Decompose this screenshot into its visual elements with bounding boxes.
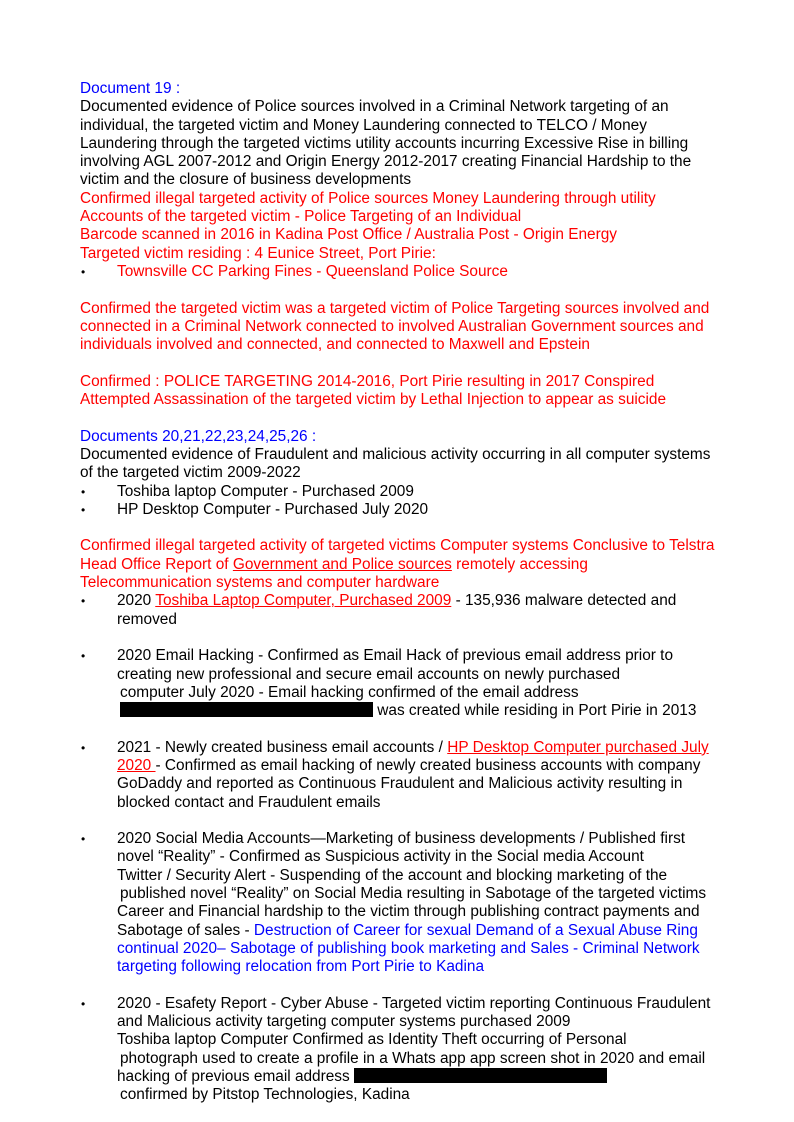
esafety-list (80, 995, 720, 1105)
bullet-icon: • (81, 264, 86, 279)
bullet-icon: • (81, 594, 86, 609)
docs20-description: Documented evidence of Fraudulent and malicious activity occurring in all computer systems of the targeted victim 2009-2022 (80, 445, 711, 482)
doc19-confirmed-1: Confirmed illegal targeted activity of Police sources Money Laundering through utility Accounts of the targeted victim - Police Targeting of an Individual (80, 189, 656, 226)
bullet-icon: • (81, 832, 86, 847)
email-hacking-list (80, 647, 720, 720)
doc19-confirmed-3: Confirmed : POLICE TARGETING 2014-2016, Port Pirie resulting in 2017 Conspired Attempted Assassination of the targeted victim by Lethal Injection to appear as suicide (80, 372, 667, 409)
item4-text-c: published novel “Reality” on Social Media resulting in Sabotage of the targeted victims Career and Financial hardship to the victim through publishing contract payments and Sabotage of sales - (117, 885, 707, 939)
item4-text-a: 2020 Social Media Accounts—Marketing of business developments / Published first novel “Reality” - Confirmed as Suspicious activity in the Social media Account (117, 830, 686, 866)
bullet-icon: • (81, 502, 86, 517)
social-media-list (80, 830, 720, 976)
toshiba-link[interactable]: Toshiba Laptop Computer, Purchased 2009 (155, 592, 452, 610)
hp-link[interactable]: HP Desktop Computer purchased July 2020 (117, 738, 709, 774)
item4-text-b: Twitter / Security Alert - Suspending of the account and blocking marketing of the (117, 866, 668, 884)
doc19-list (80, 263, 720, 281)
list-item (80, 739, 720, 812)
bullet-townsville: Townsville CC Parking Fines - Queensland Police Source (117, 262, 508, 280)
item2-text-b: computer July 2020 - Email hacking confirmed of the email address (120, 683, 579, 701)
item3-text-b: - Confirmed as email hacking of newly created business accounts with company GoDaddy and reported as Continuous Fraudulent and Malicious activity resulting in blocked contact and Fraudulent emails (117, 756, 701, 811)
item2-text-a: 2020 Email Hacking - Confirmed as Email Hack of previous email address prior to creating new professional and secure email accounts on newly purchased (117, 647, 674, 683)
docs20-confirmed (80, 537, 720, 592)
doc19-heading: Document 19 : (80, 80, 181, 97)
item5-text-a: 2020 - Esafety Report - Cyber Abuse - Targeted victim reporting Continuous Fraudulent and Malicious activity targeting computer systems purchased 2009 (117, 994, 711, 1031)
item5-text-d: confirmed by Pitstop Technologies, Kadina (120, 1086, 410, 1104)
item5-text-b: Toshiba laptop Computer Confirmed as Identity Theft occurring of Personal (117, 1031, 627, 1049)
item3-text-a: 2021 - Newly created business email accounts / (117, 738, 448, 756)
bullet-icon: • (81, 484, 86, 499)
list-item (80, 501, 720, 519)
bullet-icon: • (81, 996, 86, 1011)
confirmed-text-b: remotely accessing Telecommunication systems and computer hardware (80, 555, 588, 592)
business-email-list (80, 739, 720, 812)
item2-text-c: was created while residing in Port Pirie in 2013 (377, 702, 697, 720)
confirmed-text-a: Confirmed illegal targeted activity of targeted victims Computer systems Conclusive to Telstra Head Office Report of (80, 537, 715, 573)
bullet-toshiba: Toshiba laptop Computer - Purchased 2009 (117, 482, 414, 500)
list-item (80, 647, 720, 720)
redaction-bar (354, 1068, 607, 1083)
doc19-residing: Targeted victim residing : 4 Eunice Street, Port Pirie: (80, 244, 436, 262)
list-item (80, 592, 720, 629)
docs20-heading: Documents 20,21,22,23,24,25,26 : (80, 427, 317, 445)
item1-text-a: 2020 (117, 592, 156, 610)
list-item (80, 830, 720, 976)
doc19-confirmed-2: Confirmed the targeted victim was a targeted victim of Police Targeting sources involved and connected in a Criminal Network connected to involved Australian Government sources and individuals involved and connected, and connected to Maxwell and Epstein (80, 299, 710, 354)
document-body (80, 80, 720, 1105)
item4-blue-text: Destruction of Career for sexual Demand of a Sexual Abuse Ring continual 2020– Sabotage of publishing book marketing and Sales - Criminal Network targeting following relocation from Port Pirie to Kadina (117, 921, 700, 976)
doc19-barcode: Barcode scanned in 2016 in Kadina Post Office / Australia Post - Origin Energy (80, 226, 617, 244)
docs20-device-list (80, 483, 720, 520)
list-item (80, 263, 720, 281)
gov-police-link[interactable]: Government and Police sources (232, 555, 452, 573)
item5-text-c: photograph used to create a profile in a Whats app app screen shot in 2020 and email hacking of previous email address (117, 1049, 706, 1086)
item1-text-b: - 135,936 malware detected and removed (117, 592, 677, 628)
bullet-hp: HP Desktop Computer - Purchased July 2020 (117, 500, 429, 518)
list-item (80, 995, 720, 1105)
bullet-icon: • (81, 649, 86, 664)
list-item (80, 483, 720, 501)
docs20-evidence-list (80, 592, 720, 629)
bullet-icon: • (81, 740, 86, 755)
doc19-description: Documented evidence of Police sources involved in a Criminal Network targeting of an individual, the targeted victim and Money Laundering connected to TELCO / Money Laundering through the targeted victims utility accounts incurring Excessive Rise in billing involving AGL 2007-2012 and Origin Energy 2012-2017 creating Financial Hardship to the victim and the closure of business developments (80, 98, 692, 189)
redaction-bar (120, 702, 373, 717)
